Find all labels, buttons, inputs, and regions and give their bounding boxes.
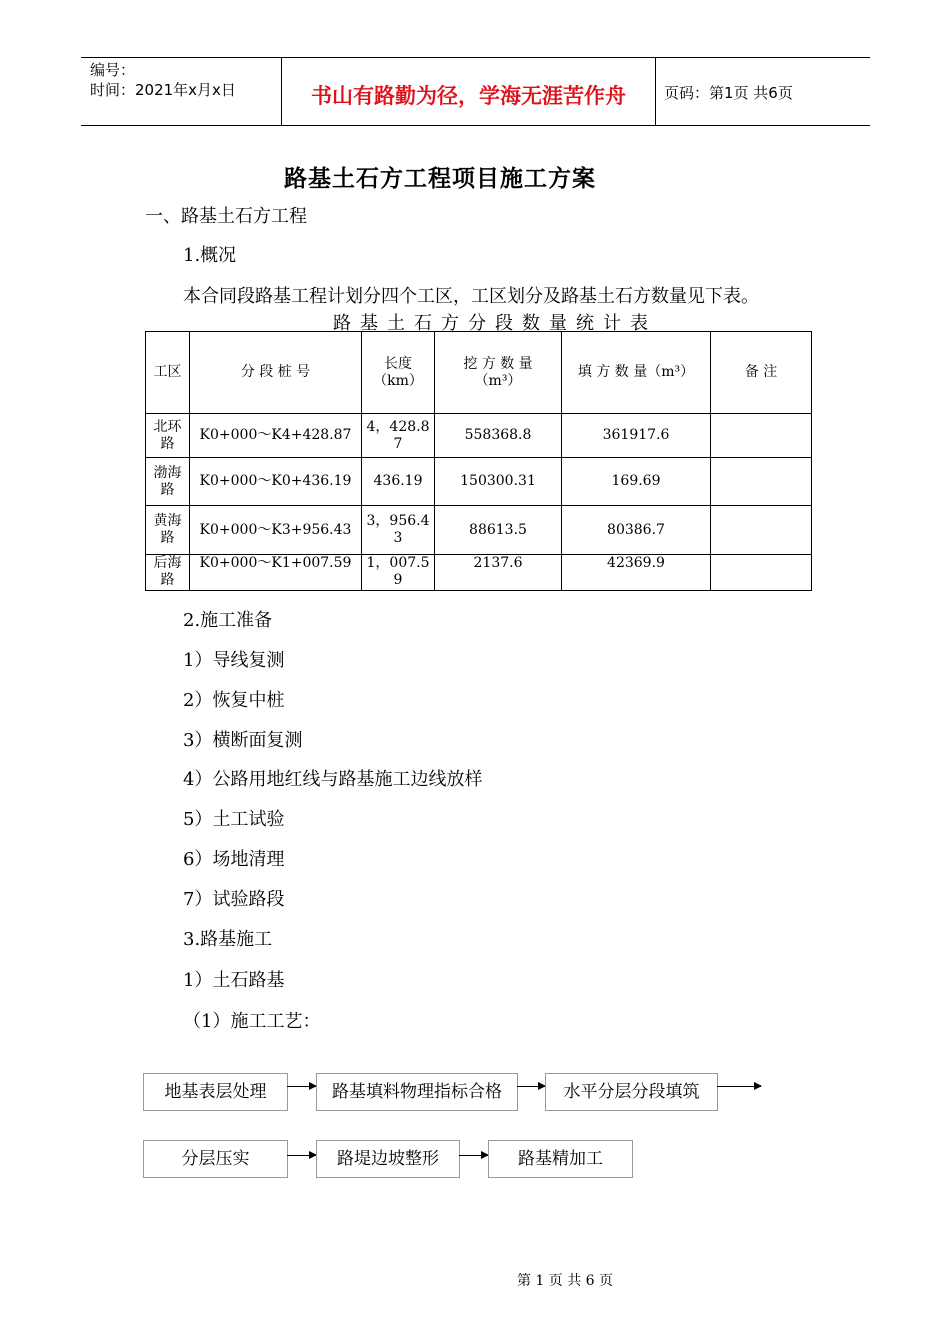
flow-step-foundation-treatment: 地基表层处理 <box>143 1073 288 1111</box>
header-bottom-rule <box>81 125 870 126</box>
cell-cut: 150300.31 <box>435 458 562 506</box>
header-page-info: 页码：第1页 共6页 <box>664 84 793 102</box>
header-meta <box>90 60 236 100</box>
overview-paragraph: 本合同段路基工程计划分四个工区，工区划分及路基土石方数量见下表。 <box>183 286 759 307</box>
header-cell-fill: 填 方 数 量（m³） <box>562 332 711 414</box>
subsection-overview: 1.概况 <box>183 245 237 266</box>
table-row <box>146 506 812 555</box>
document-title: 路基土石方工程项目施工方案 <box>284 165 596 192</box>
header-cell-cut: 挖 方 数 量 （m³） <box>435 332 562 414</box>
cell-fill: 361917.6 <box>562 414 711 458</box>
flow-arrow <box>717 1086 761 1087</box>
subsection-process: （1）施工工艺： <box>183 1011 321 1032</box>
section-heading-construction: 3.路基施工 <box>183 929 273 950</box>
cell-station: K0+000～K0+436.19 <box>190 458 362 506</box>
flow-arrow <box>287 1086 316 1087</box>
page-footer: 第 1 页 共 6 页 <box>516 1273 614 1289</box>
cell-length: 3，956.43 <box>362 506 435 555</box>
cell-remarks <box>711 555 812 591</box>
cell-length: 4，428.87 <box>362 414 435 458</box>
flow-step-fill-qualified: 路基填料物理指标合格 <box>316 1073 518 1111</box>
list-item: 4）公路用地红线与路基施工边线放样 <box>183 769 483 790</box>
list-item: 1）导线复测 <box>183 650 285 671</box>
cell-zone: 后海路 <box>146 555 190 591</box>
flow-step-layered-filling: 水平分层分段填筑 <box>545 1073 718 1111</box>
header-cell-zone: 工区 <box>146 332 190 414</box>
cell-cut: 88613.5 <box>435 506 562 555</box>
cell-length: 1，007.59 <box>362 555 435 591</box>
table-row <box>146 414 812 458</box>
header-cell-length: 长度 （km） <box>362 332 435 414</box>
document-date: 时间：2021年x月x日 <box>90 81 236 99</box>
cell-zone: 渤海路 <box>146 458 190 506</box>
list-item: 7）试验路段 <box>183 889 285 910</box>
list-item: 3）横断面复测 <box>183 730 303 751</box>
section-heading-1: 一、路基土石方工程 <box>145 206 307 227</box>
cell-station: K0+000～K3+956.43 <box>190 506 362 555</box>
cell-fill: 80386.7 <box>562 506 711 555</box>
cell-station: K0+000～K1+007.59 <box>190 555 362 591</box>
flow-step-compaction: 分层压实 <box>143 1140 288 1178</box>
header-motto: 书山有路勤为径，学海无涯苦作舟 <box>311 84 626 108</box>
flow-step-finishing: 路基精加工 <box>488 1140 633 1178</box>
cell-remarks <box>711 506 812 555</box>
header-cell-station: 分 段 桩 号 <box>190 332 362 414</box>
table-title: 路基土石方分段数量统计表 <box>333 313 657 334</box>
list-item: 2）恢复中桩 <box>183 690 285 711</box>
flow-step-slope-shaping: 路堤边坡整形 <box>316 1140 460 1178</box>
header-divider-2 <box>655 57 656 126</box>
cell-station: K0+000～K4+428.87 <box>190 414 362 458</box>
list-item: 5）土工试验 <box>183 809 285 830</box>
flow-arrow <box>459 1155 488 1156</box>
table-row <box>146 458 812 506</box>
table-row <box>146 555 812 591</box>
table-header-row <box>146 332 812 414</box>
document-number-label: 编号： <box>90 61 136 79</box>
list-item: 6）场地清理 <box>183 849 285 870</box>
cell-length: 436.19 <box>362 458 435 506</box>
cell-cut: 2137.6 <box>435 555 562 591</box>
subsection-earth-rock: 1）土石路基 <box>183 970 285 991</box>
cell-zone: 北环路 <box>146 414 190 458</box>
cell-remarks <box>711 414 812 458</box>
flow-arrow <box>287 1155 316 1156</box>
cell-fill: 169.69 <box>562 458 711 506</box>
header-top-rule <box>81 57 870 58</box>
section-heading-prep: 2.施工准备 <box>183 610 273 631</box>
earthwork-table <box>145 331 812 591</box>
cell-fill: 42369.9 <box>562 555 711 591</box>
cell-zone: 黄海路 <box>146 506 190 555</box>
flow-arrow <box>517 1086 545 1087</box>
cell-cut: 558368.8 <box>435 414 562 458</box>
cell-remarks <box>711 458 812 506</box>
header-cell-remarks: 备 注 <box>711 332 812 414</box>
